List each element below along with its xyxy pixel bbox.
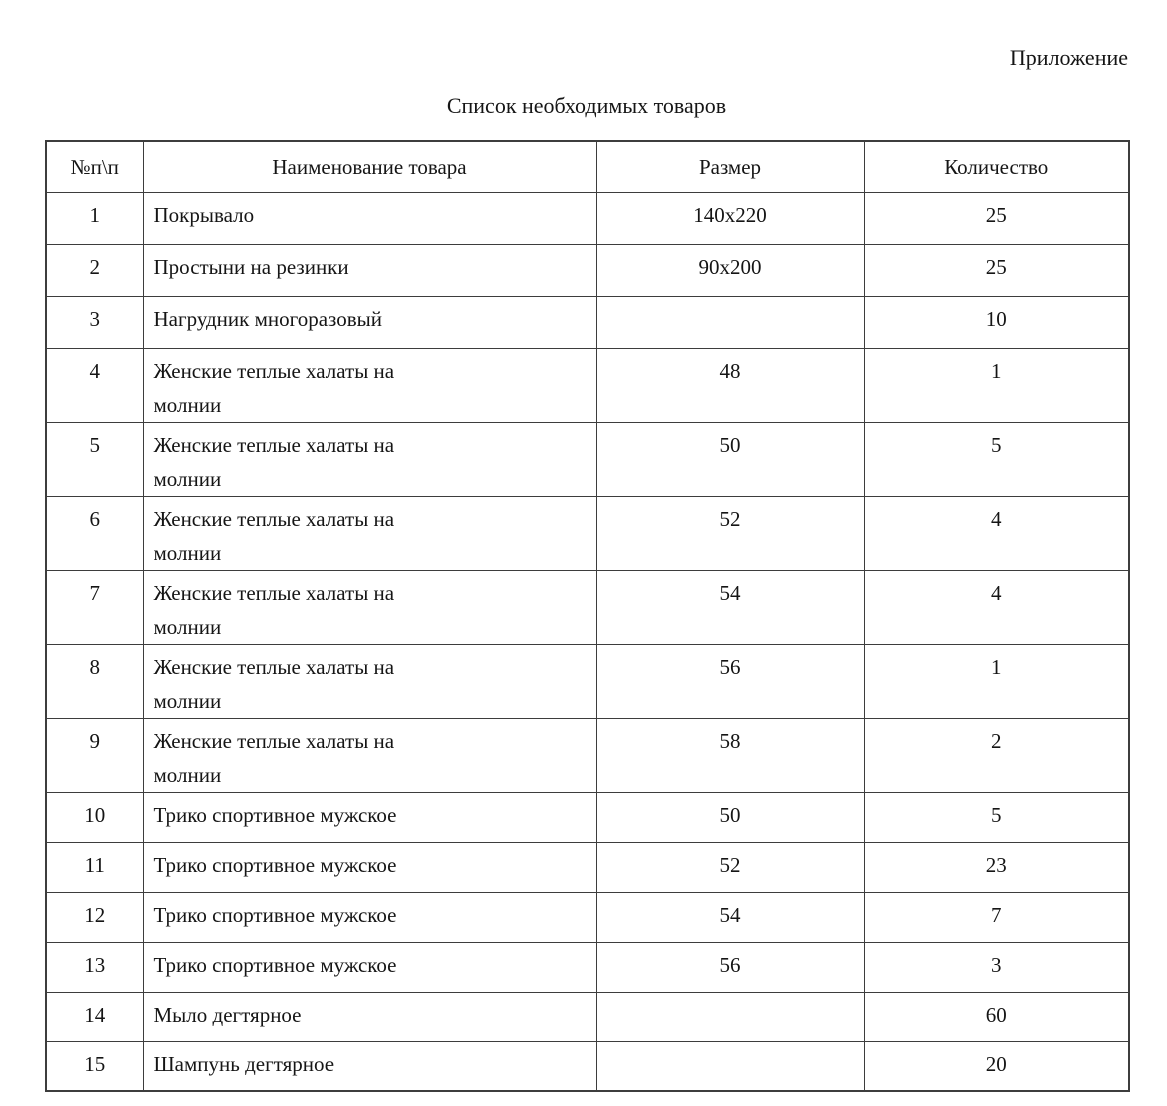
- goods-table: [45, 140, 1130, 1092]
- cell-quantity: 20: [864, 1042, 1129, 1091]
- cell-row-number: 15: [46, 1042, 143, 1091]
- cell-quantity: 60: [864, 993, 1129, 1042]
- cell-row-number: 5: [46, 423, 143, 497]
- header-row: [46, 141, 1129, 193]
- column-header-name: Наименование товара: [143, 141, 596, 193]
- cell-product-name: Покрывало: [143, 193, 596, 245]
- table-row: [46, 349, 1129, 423]
- cell-size: 48: [596, 349, 864, 423]
- cell-quantity: 2: [864, 719, 1129, 793]
- cell-row-number: 12: [46, 893, 143, 943]
- table-row: [46, 497, 1129, 571]
- cell-product-name: Мыло дегтярное: [143, 993, 596, 1042]
- cell-product-name: Женские теплые халаты на молнии: [143, 645, 596, 719]
- cell-row-number: 6: [46, 497, 143, 571]
- cell-quantity: 5: [864, 793, 1129, 843]
- cell-quantity: 25: [864, 245, 1129, 297]
- cell-row-number: 3: [46, 297, 143, 349]
- cell-quantity: 25: [864, 193, 1129, 245]
- cell-quantity: 3: [864, 943, 1129, 993]
- table-row: [46, 843, 1129, 893]
- cell-product-name: Шампунь дегтярное: [143, 1042, 596, 1091]
- cell-product-name: Женские теплые халаты на молнии: [143, 349, 596, 423]
- cell-row-number: 9: [46, 719, 143, 793]
- cell-size: 52: [596, 497, 864, 571]
- cell-row-number: 2: [46, 245, 143, 297]
- table-row: [46, 893, 1129, 943]
- cell-product-name: Женские теплые халаты на молнии: [143, 497, 596, 571]
- table-row: [46, 719, 1129, 793]
- table-row: [46, 993, 1129, 1042]
- cell-product-name: Простыни на резинки: [143, 245, 596, 297]
- cell-row-number: 8: [46, 645, 143, 719]
- cell-size: 50: [596, 423, 864, 497]
- cell-size: 90x200: [596, 245, 864, 297]
- table-row: [46, 245, 1129, 297]
- column-header-number: №п\п: [46, 141, 143, 193]
- cell-size: 50: [596, 793, 864, 843]
- cell-row-number: 4: [46, 349, 143, 423]
- cell-row-number: 1: [46, 193, 143, 245]
- cell-product-name: Женские теплые халаты на молнии: [143, 571, 596, 645]
- cell-size: [596, 1042, 864, 1091]
- table-row: [46, 297, 1129, 349]
- cell-row-number: 14: [46, 993, 143, 1042]
- document-title: Список необходимых товаров: [446, 93, 727, 118]
- cell-size: 52: [596, 843, 864, 893]
- cell-product-name: Трико спортивное мужское: [143, 843, 596, 893]
- cell-product-name: Трико спортивное мужское: [143, 893, 596, 943]
- cell-product-name: Трико спортивное мужское: [143, 793, 596, 843]
- cell-row-number: 7: [46, 571, 143, 645]
- cell-quantity: 1: [864, 349, 1129, 423]
- cell-row-number: 10: [46, 793, 143, 843]
- cell-product-name: Нагрудник многоразовый: [143, 297, 596, 349]
- table-row: [46, 193, 1129, 245]
- cell-row-number: 11: [46, 843, 143, 893]
- cell-size: 58: [596, 719, 864, 793]
- goods-table-header: [46, 141, 1129, 193]
- table-row: [46, 423, 1129, 497]
- cell-size: [596, 993, 864, 1042]
- cell-quantity: 7: [864, 893, 1129, 943]
- table-row: [46, 943, 1129, 993]
- cell-row-number: 13: [46, 943, 143, 993]
- cell-product-name: Трико спортивное мужское: [143, 943, 596, 993]
- table-row: [46, 645, 1129, 719]
- cell-size: 54: [596, 571, 864, 645]
- cell-size: 140x220: [596, 193, 864, 245]
- goods-table-body: [46, 193, 1129, 1091]
- cell-quantity: 4: [864, 571, 1129, 645]
- cell-quantity: 23: [864, 843, 1129, 893]
- table-row: [46, 571, 1129, 645]
- cell-size: 56: [596, 943, 864, 993]
- cell-quantity: 10: [864, 297, 1129, 349]
- cell-quantity: 4: [864, 497, 1129, 571]
- column-header-size: Размер: [596, 141, 864, 193]
- cell-size: 56: [596, 645, 864, 719]
- cell-size: [596, 297, 864, 349]
- cell-product-name: Женские теплые халаты на молнии: [143, 423, 596, 497]
- cell-size: 54: [596, 893, 864, 943]
- column-header-quantity: Количество: [864, 141, 1129, 193]
- table-row: [46, 793, 1129, 843]
- cell-product-name: Женские теплые халаты на молнии: [143, 719, 596, 793]
- cell-quantity: 1: [864, 645, 1129, 719]
- table-row: [46, 1042, 1129, 1091]
- cell-quantity: 5: [864, 423, 1129, 497]
- appendix-corner-label: Приложение: [1009, 45, 1128, 70]
